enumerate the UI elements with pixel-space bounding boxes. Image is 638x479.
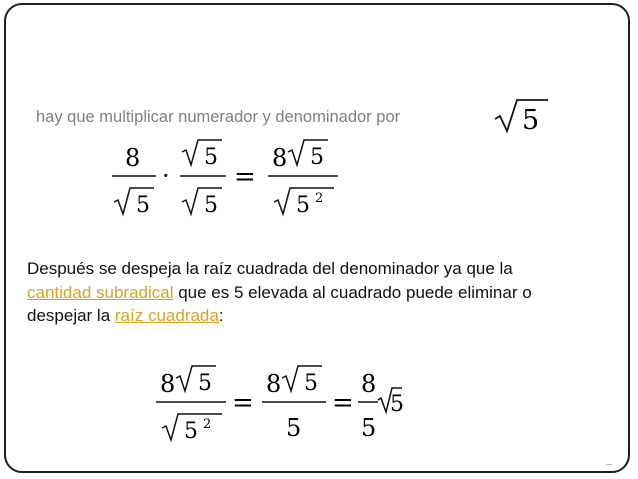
exponent-den-4: 2: [203, 417, 212, 432]
paragraph-text-2: que es 5 elevada al cuadrado puede eliminar o despejar la: [27, 282, 532, 325]
radicand-num-4: 5: [198, 371, 212, 396]
radicand-den-3: 5: [296, 193, 310, 218]
intro-text: hay que multiplicar numerador y denominador por: [36, 108, 401, 126]
equals-sign-2: =: [232, 388, 254, 418]
dot-operator: ·: [162, 162, 170, 190]
equation-rationalize: [108, 138, 348, 224]
exponent-den-3: 2: [315, 191, 324, 206]
link-cantidad-subradical[interactable]: cantidad subradical: [27, 282, 174, 302]
numerator-8: 8: [125, 144, 141, 172]
radicand-num-5: 5: [304, 371, 318, 396]
radicand-final: 5: [390, 392, 404, 417]
radicand-den-1: 5: [136, 193, 150, 218]
denominator-5: 5: [286, 414, 302, 442]
numerator-8-b: 8: [272, 144, 288, 172]
equals-sign-3: =: [332, 388, 354, 418]
radicand-den-2: 5: [204, 193, 218, 218]
numerator-8-c: 8: [160, 370, 176, 398]
paragraph-text-3: :: [218, 306, 224, 325]
denominator-5-b: 5: [361, 414, 377, 442]
explanation-paragraph: [27, 257, 567, 328]
radicand-num-3: 5: [310, 145, 324, 170]
numerator-8-e: 8: [361, 370, 377, 398]
equation-simplify: [154, 364, 404, 450]
paragraph-text-1: Después se despeja la raíz cuadrada del denominador ya que la: [27, 259, 513, 278]
radicand: 5: [522, 105, 540, 136]
sqrt-five-expression: [492, 96, 552, 136]
equals-sign: =: [234, 162, 256, 192]
link-raiz-cuadrada[interactable]: raíz cuadrada: [114, 306, 219, 325]
numerator-8-d: 8: [266, 370, 282, 398]
radicand-num-2: 5: [204, 145, 218, 170]
radicand-den-4: 5: [184, 419, 198, 444]
slide-corner-mark: [606, 461, 612, 465]
